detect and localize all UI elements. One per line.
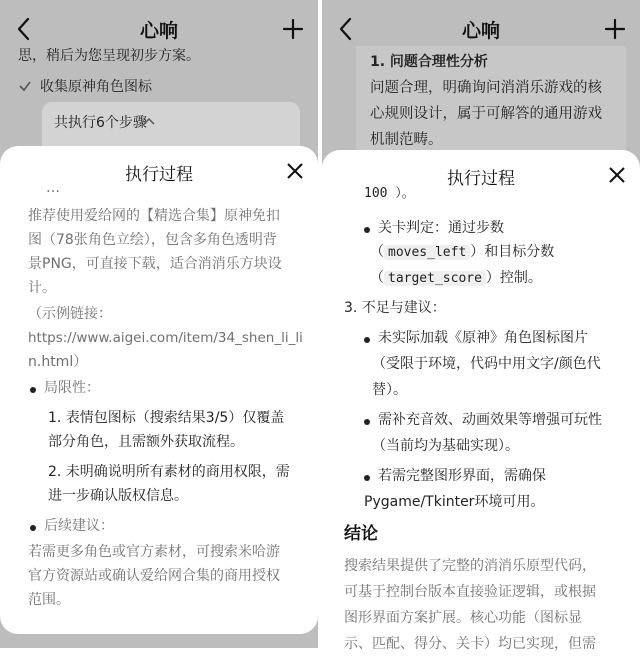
bullet-dot (364, 419, 370, 425)
close-icon (608, 166, 626, 184)
level-line (370, 266, 542, 291)
limit-item: 1. 表情包图标（搜索结果3/5）仅覆盖 (48, 410, 285, 426)
plus-icon (604, 18, 626, 40)
sheet-content (0, 180, 318, 634)
rec-line: 景PNG，可直接下载，适合消消乐方块设 (28, 256, 282, 272)
check-icon (18, 79, 32, 93)
follow-line: 若需更多角色或官方素材，可搜索米哈游 (28, 544, 280, 560)
conclusion-line: 搜索结果提供了完整的消消乐原型代码， (344, 558, 596, 574)
close-icon (286, 162, 304, 180)
close-sheet-button[interactable] (608, 166, 626, 184)
example-line: n.html） (28, 354, 88, 370)
new-chat-button[interactable] (604, 18, 626, 40)
bullet-line: 需补充音效、动画效果等增强可玩性 (378, 412, 602, 428)
answer-line: 问题合理，明确询问消消乐游戏的核 (370, 80, 602, 96)
level-mid: ）和目标分数 (470, 244, 555, 260)
code-target-score: target_score (384, 271, 486, 286)
bullet-line: （受限于环境，代码中用文字/颜色代 (372, 356, 601, 372)
partial-text: … (46, 180, 60, 196)
bullet-dot (364, 337, 370, 343)
bullet-line: 替）。 (372, 382, 407, 398)
app-title: 心响 (461, 20, 500, 42)
example-link[interactable]: https://www.aigei.com/item/34_shen_li_li (28, 330, 303, 346)
sheet-title: 执行过程 (447, 169, 515, 189)
paren: （ (370, 244, 384, 260)
answer-line: 心规则设计，属于可解答的通用游戏 (370, 106, 602, 122)
follow-title: 后续建议： (44, 518, 114, 534)
follow-line: 官方资源站或确认爱给网合集的商用授权 (28, 568, 280, 584)
chevron-up-icon (142, 116, 156, 126)
conclusion-line: 图形界面方案扩展。核心功能（图标显 (344, 610, 582, 626)
example-line: （示例链接： (28, 306, 112, 322)
answer-heading: 1. 问题合理性分析 (370, 54, 488, 70)
rec-line: 计。 (28, 280, 56, 296)
app-title: 心响 (139, 20, 178, 42)
limit-title: 局限性： (44, 380, 100, 396)
execution-sheet (322, 150, 640, 652)
step-label: 收集原神角色图标 (40, 79, 152, 95)
bullet-line: 未实际加载《原神》角色图标图片 (378, 330, 588, 346)
chat-text: 思，稍后为您呈现初步方案。 (18, 48, 200, 64)
partial-text: 100 ）。 (364, 186, 415, 201)
conclusion-line: 可基于控制台版本直接验证逻辑，或根据 (344, 584, 596, 600)
follow-line: 范围。 (28, 592, 70, 608)
level-line (370, 240, 554, 265)
new-chat-button[interactable] (282, 18, 304, 40)
answer-line: 机制范畴。 (370, 132, 443, 148)
sheet-title: 执行过程 (125, 165, 193, 185)
left-screen (0, 0, 318, 648)
bullet-line: Pygame/Tkinter环境可用。 (364, 494, 545, 510)
bullet-dot (30, 525, 36, 531)
code-moves-left: moves_left (384, 245, 470, 260)
conclusion-heading: 结论 (344, 524, 378, 544)
steps-summary: 共执行6个步骤 (54, 115, 147, 131)
bullet-line: 若需完整图形界面，需确保 (378, 468, 546, 484)
section-heading: 3. 不足与建议： (344, 300, 446, 316)
limit-item: 进一步确认版权信息。 (48, 488, 188, 504)
sheet-content (322, 186, 640, 652)
bullet-dot (364, 227, 370, 233)
execution-sheet (0, 146, 318, 634)
conclusion-line: 示、匹配、得分、关卡）均已实现，但需 (344, 636, 596, 652)
limit-item: 部分角色，且需额外获取流程。 (48, 434, 244, 450)
step-item (18, 76, 152, 96)
bullet-dot (364, 475, 370, 481)
paren: （ (370, 270, 384, 286)
level-end: ）控制。 (485, 270, 542, 286)
limit-item: 2. 未明确说明所有素材的商用权限，需 (48, 464, 290, 480)
right-screen (322, 0, 640, 652)
plus-icon (282, 18, 304, 40)
level-label: 关卡判定：通过步数 (378, 220, 504, 236)
close-sheet-button[interactable] (286, 162, 304, 180)
bullet-dot (30, 387, 36, 393)
rec-line: 推荐使用爱给网的【精选合集】原神免扣 (28, 208, 280, 224)
rec-line: 图（78张角色立绘），包含多角色透明背 (28, 232, 277, 248)
bullet-line: （当前均为基础实现）。 (372, 438, 519, 454)
